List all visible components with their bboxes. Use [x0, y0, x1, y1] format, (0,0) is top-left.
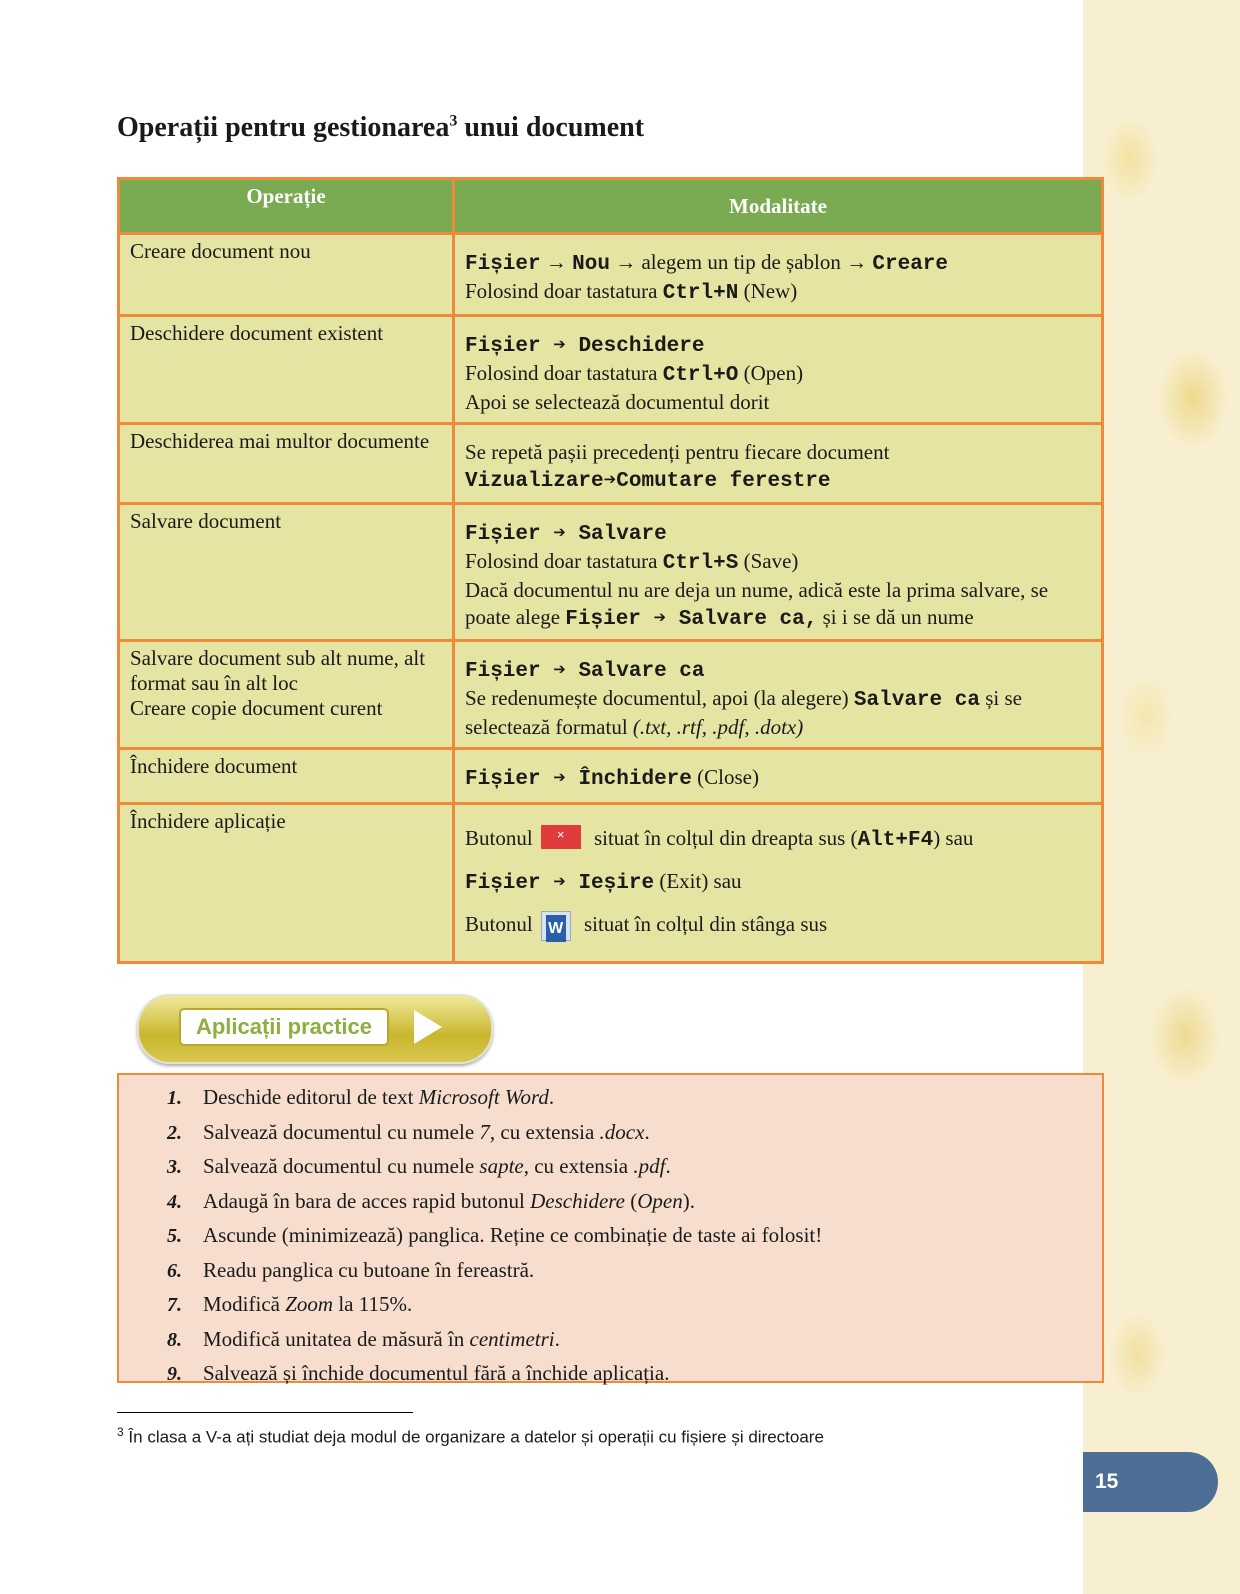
- command-text: Fișier ➔ Salvare ca,: [565, 608, 818, 631]
- text: situat în colțul din dreapta sus (: [588, 826, 858, 850]
- decorative-side-strip: [1083, 0, 1240, 1594]
- text: , cu extensia: [523, 1154, 634, 1178]
- table-row: [119, 641, 1103, 749]
- method-line: [465, 548, 1091, 577]
- method-cell: [454, 749, 1103, 804]
- text: Modifică: [203, 1292, 286, 1316]
- method-line: [465, 764, 1091, 793]
- text: 7: [479, 1119, 490, 1144]
- table-row: [119, 234, 1103, 316]
- task-number: 8.: [167, 1328, 182, 1351]
- text: Ascunde (minimizează) panglica. Reține ce combinație de taste ai folosit!: [203, 1223, 823, 1247]
- text: Modifică unitatea de măsură în: [203, 1326, 470, 1351]
- text: (.txt, .rtf, .pdf, .dotx): [632, 715, 804, 739]
- command-text: Fișier ➔ Ieșire: [465, 872, 655, 895]
- method-line: [465, 604, 1091, 633]
- close-window-icon: ×: [541, 825, 581, 849]
- method-line: [465, 577, 1091, 604]
- command-text: Creare: [872, 253, 949, 276]
- text: , cu extensia: [489, 1119, 600, 1144]
- method-line: [465, 911, 1091, 941]
- operation-text: Creare copie document curent: [130, 696, 383, 720]
- text: Folosind doar tastatura: [465, 549, 663, 573]
- command-text: Ctrl+S: [662, 552, 739, 575]
- method-line: [465, 360, 1091, 389]
- command-text: Fișier ➔ Salvare ca: [465, 660, 705, 683]
- method-cell: [454, 804, 1103, 963]
- text: la 115%.: [333, 1292, 413, 1316]
- task-item: [167, 1082, 1102, 1117]
- table-row: [119, 804, 1103, 963]
- operation-cell: [119, 316, 454, 424]
- method-line: [465, 466, 1091, 495]
- task-item: [167, 1220, 1102, 1255]
- operation-text: Salvare document sub alt nume, alt format sau în alt loc: [130, 646, 426, 695]
- method-line: [465, 519, 1091, 548]
- header-operation: Operație: [119, 179, 454, 234]
- text: Se redenumește documentul, apoi (la alegere): [465, 686, 854, 710]
- operation-text: Deschidere document existent: [130, 321, 384, 345]
- text: Microsoft Word: [418, 1085, 549, 1109]
- table-row: [119, 749, 1103, 804]
- text: (New): [738, 279, 798, 303]
- footnote-number: 3: [117, 1425, 124, 1439]
- task-item: [167, 1186, 1102, 1221]
- method-cell: [454, 641, 1103, 749]
- title-rest: unui document: [457, 112, 645, 143]
- play-icon: [414, 1010, 442, 1044]
- operation-cell: [119, 804, 454, 963]
- operation-text: Închidere document: [130, 754, 298, 778]
- text: .docx: [599, 1119, 645, 1144]
- footnote: [117, 1425, 824, 1448]
- text: → alegem un tip de șablon →: [609, 250, 873, 274]
- task-number: 3.: [167, 1156, 182, 1178]
- text: Folosind doar tastatura: [465, 361, 663, 385]
- header-method: Modalitate: [454, 179, 1103, 234]
- word-icon-letter: W: [546, 915, 566, 942]
- footnote-ref: 3: [449, 112, 458, 130]
- task-number: 6.: [167, 1259, 182, 1282]
- task-number: 2.: [167, 1121, 182, 1144]
- text: (Close): [691, 765, 759, 789]
- text: (Save): [738, 549, 799, 573]
- method-line: [465, 278, 1091, 307]
- text: Salvează și închide documentul fără a închide aplicația.: [203, 1361, 670, 1385]
- task-number: 4.: [167, 1190, 182, 1213]
- practice-apps-button[interactable]: [137, 994, 493, 1064]
- task-item: [167, 1324, 1102, 1359]
- text: Readu panglica cu butoane în fereastră.: [203, 1257, 535, 1282]
- method-line: [465, 331, 1091, 360]
- method-cell: [454, 316, 1103, 424]
- text: (Open): [738, 361, 804, 385]
- command-text: Nou: [572, 253, 610, 276]
- command-text: Fișier ➔ Deschidere: [465, 335, 705, 358]
- task-number: 5.: [167, 1225, 182, 1247]
- method-line: [465, 685, 1091, 714]
- operation-cell: [119, 234, 454, 316]
- text: Adaugă în bara de acces rapid butonul: [203, 1188, 531, 1213]
- practice-task-list: [117, 1073, 1104, 1383]
- text: .pdf: [633, 1154, 666, 1178]
- text: Butonul: [465, 912, 533, 936]
- title-text: Operații pentru gestionarea: [117, 112, 450, 143]
- method-line: [465, 714, 1091, 741]
- operation-text: Salvare document: [130, 509, 282, 533]
- text: Deschidere: [530, 1188, 625, 1213]
- page-number: 15: [1083, 1452, 1218, 1512]
- method-line: [465, 825, 1091, 854]
- operation-cell: [119, 749, 454, 804]
- method-line: [465, 868, 1091, 897]
- text: Salvează documentul cu numele: [203, 1119, 480, 1144]
- text: Apoi se selectează documentul dorit: [465, 390, 770, 414]
- task-item: [167, 1289, 1102, 1324]
- text: (Exit) sau: [654, 869, 742, 893]
- table-row: [119, 424, 1103, 504]
- text: selectează formatul: [465, 715, 633, 739]
- text: Butonul: [465, 826, 533, 850]
- task-item: [167, 1151, 1102, 1186]
- task-number: 7.: [167, 1294, 182, 1316]
- text: centimetri: [469, 1326, 555, 1351]
- command-text: Alt+F4: [857, 829, 934, 852]
- method-cell: [454, 234, 1103, 316]
- practice-apps-label: Aplicații practice: [179, 1008, 389, 1046]
- command-text: Salvare ca: [853, 689, 980, 712]
- method-cell: [454, 504, 1103, 641]
- word-app-icon: [541, 911, 571, 941]
- command-text: Ctrl+O: [662, 364, 739, 387]
- command-text: Fișier: [465, 253, 541, 276]
- text: .: [644, 1119, 650, 1144]
- task-number: 9.: [167, 1363, 182, 1385]
- footnote-text: În clasa a V-a ați studiat deja modul de organizare a datelor și operații cu fișiere și directoare: [128, 1427, 824, 1447]
- table-row: [119, 316, 1103, 424]
- text: și i se dă un nume: [817, 605, 974, 629]
- text: și se: [979, 686, 1022, 710]
- method-cell: [454, 424, 1103, 504]
- operation-cell: [119, 641, 454, 749]
- text: sapte: [479, 1154, 524, 1178]
- operation-cell: [119, 504, 454, 641]
- text: Folosind doar tastatura: [465, 279, 663, 303]
- text: ) sau: [933, 826, 974, 850]
- text: .: [548, 1085, 555, 1109]
- task-item: [167, 1358, 1102, 1393]
- text: (: [624, 1188, 638, 1213]
- text: →: [540, 250, 573, 274]
- footnote-divider: [117, 1412, 413, 1413]
- operation-text: Deschiderea mai multor documente: [130, 429, 430, 453]
- operation-text: Închidere aplicație: [130, 809, 286, 833]
- text: Open: [637, 1188, 683, 1213]
- command-text: Fișier ➔ Închidere: [465, 768, 692, 791]
- text: Deschide editorul de text: [203, 1085, 419, 1109]
- operation-cell: [119, 424, 454, 504]
- method-line: [465, 389, 1091, 416]
- text: .: [665, 1154, 671, 1178]
- text: situat în colțul din stânga sus: [578, 912, 828, 936]
- task-item: [167, 1255, 1102, 1290]
- page-title: [117, 112, 644, 144]
- task-number: 1.: [167, 1087, 182, 1109]
- command-text: Ctrl+N: [662, 282, 739, 305]
- operation-text: Creare document nou: [130, 239, 311, 263]
- method-line: [465, 439, 1091, 466]
- operations-table: [117, 177, 1104, 964]
- task-item: [167, 1117, 1102, 1152]
- command-text: Fișier ➔ Salvare: [465, 523, 667, 546]
- text: poate alege: [465, 605, 566, 629]
- text: ).: [682, 1188, 695, 1213]
- text: Zoom: [285, 1292, 334, 1316]
- text: .: [554, 1326, 560, 1351]
- method-line: [465, 249, 1091, 278]
- text: Se repetă pașii precedenți pentru fiecare document: [465, 440, 890, 464]
- table-row: [119, 504, 1103, 641]
- command-text: Vizualizare➔Comutare ferestre: [465, 470, 831, 493]
- text: Dacă documentul nu are deja un nume, adică este la prima salvare, se: [465, 578, 1049, 602]
- text: Salvează documentul cu numele: [203, 1154, 480, 1178]
- method-line: [465, 656, 1091, 685]
